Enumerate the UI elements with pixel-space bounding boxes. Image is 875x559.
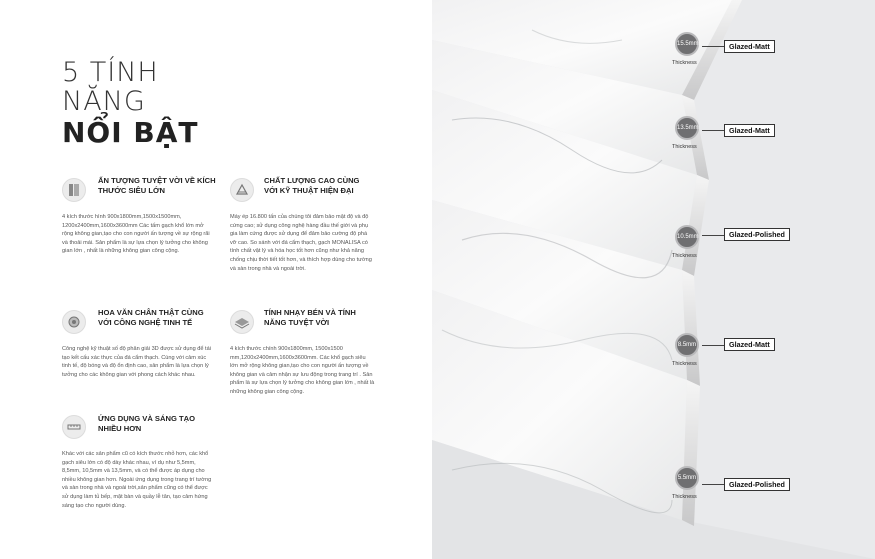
thickness-label: Thickness: [672, 144, 697, 150]
title-line-3: NỔI BẬT: [62, 116, 199, 149]
feature-body: Công nghệ kỹ thuật số độ phân giải 3D được sử dụng để tái tạo kết cấu xác thực của đá cẩm thạch. Cùng với cảm xúc tinh tế, độ bóng và độ ổn định cao, sản phẩm là lựa chọn lý tưởng cho các không gian với phong cách khác nhau.: [62, 346, 211, 378]
finish-label: Glazed-Matt: [724, 124, 775, 137]
thickness-label: Thickness: [672, 361, 697, 367]
pointer-line: [702, 484, 724, 485]
shield-quality-icon: [230, 178, 254, 202]
tile-panel-icon: [62, 178, 86, 202]
pointer-line: [702, 46, 724, 47]
finish-label: Glazed-Matt: [724, 338, 775, 351]
finish-label: Glazed-Polished: [724, 228, 790, 241]
thickness-badge: 5.5mm: [675, 466, 699, 490]
thickness-badge: 8.5mm: [675, 333, 699, 357]
feature-title: HOA VĂN CHÂN THẬT CÙNG VỚI CÔNG NGHỆ TINH TẾ: [98, 308, 204, 327]
feature-body: 4 kích thước chính 900x1800mm, 1500x1500 mm,1200x2400mm,1600x3600mm. Các khổ gạch siêu lớn mở rộng không gian,tạo cho con người ấn tượng về không gian và cảm nhận sự lưu động trong trang trí . Sản phẩm là sự lựa chọn lý tưởng cho không gian lớn , nhất là những không gian công cộng.: [230, 346, 375, 395]
feature-title: ỨNG DỤNG VÀ SÁNG TẠO NHIỀU HƠN: [98, 414, 196, 433]
thickness-badge: 10.5mm: [675, 225, 699, 249]
feature-body: Khác với các sản phẩm cũ có kích thước nhỏ hơn, các khổ gạch siêu lớn có độ dày khác nhau, ví dụ như 5,5mm, 8,5mm, 10,5mm và 13,5mm, và có thể được áp dụng cho nhiều không gian hơn. Ngoài ứng dụng trong trang trí tường và sàn trong nhà và ngoài trời,sản phẩm cũng có thể được sử dụng làm tủ bếp, mặt bàn và quầy lễ tân, tạo cảm hứng sáng tạo cho người dùng.: [62, 451, 212, 509]
feature-title: TÍNH NHẠY BÉN VÀ TÍNH NĂNG TUYỆT VỜI: [264, 308, 356, 327]
thickness-badge: 15.5mm: [675, 32, 699, 56]
thickness-label: Thickness: [672, 494, 697, 500]
pattern-disc-icon: [62, 310, 86, 334]
layers-icon: [230, 310, 254, 334]
title-line-1: 5 TÍNH: [62, 57, 159, 88]
finish-label: Glazed-Matt: [724, 40, 775, 53]
marble-slab-photo: [432, 0, 875, 559]
page-title: [62, 58, 199, 150]
feature-body: 4 kích thước hình 900x1800mm,1500x1500mm, 1200x2400mm,1600x3600mm Các tấm gạch khổ lớn mở rộng không gian,tạo cho con người ấn tượng về sự rộng rãi và thoải mái. Sản phẩm là sự lựa chọn lý tưởng cho không gian lớn , nhất là những không gian công cộng.: [62, 214, 210, 255]
feature-title: CHẤT LƯỢNG CAO CÙNG VỚI KỸ THUẬT HIỆN ĐẠI: [264, 176, 360, 195]
slab-stack-illustration: [432, 0, 875, 559]
pointer-line: [702, 345, 724, 346]
ruler-icon: [62, 415, 86, 439]
thickness-label: Thickness: [672, 60, 697, 66]
pointer-line: [702, 130, 724, 131]
title-line-2: NĂNG: [62, 86, 146, 117]
thickness-badge: 13.5mm: [675, 116, 699, 140]
feature-title: ẤN TƯỢNG TUYỆT VỜI VỀ KÍCH THƯỚC SIÊU LỚN: [98, 176, 216, 195]
thickness-label: Thickness: [672, 253, 697, 259]
feature-panel: [0, 0, 432, 559]
feature-body: Máy ép 16.800 tấn của chúng tôi đảm bảo mật độ và độ cứng cao; sử dụng công nghệ hàng đầu thế giới và phụ gia làm cứng được sử dụng để đảm bảo cường độ phá vỡ cao. So sánh với đá cẩm thạch, gạch MONALISA có tính chất vật lý và hóa học tốt hơn cũng như khả năng chống chịu thời tiết tốt hơn, và thích hợp dùng cho tường và sàn trong nhà và ngoài trời.: [230, 214, 372, 272]
finish-label: Glazed-Polished: [724, 478, 790, 491]
pointer-line: [702, 235, 724, 236]
